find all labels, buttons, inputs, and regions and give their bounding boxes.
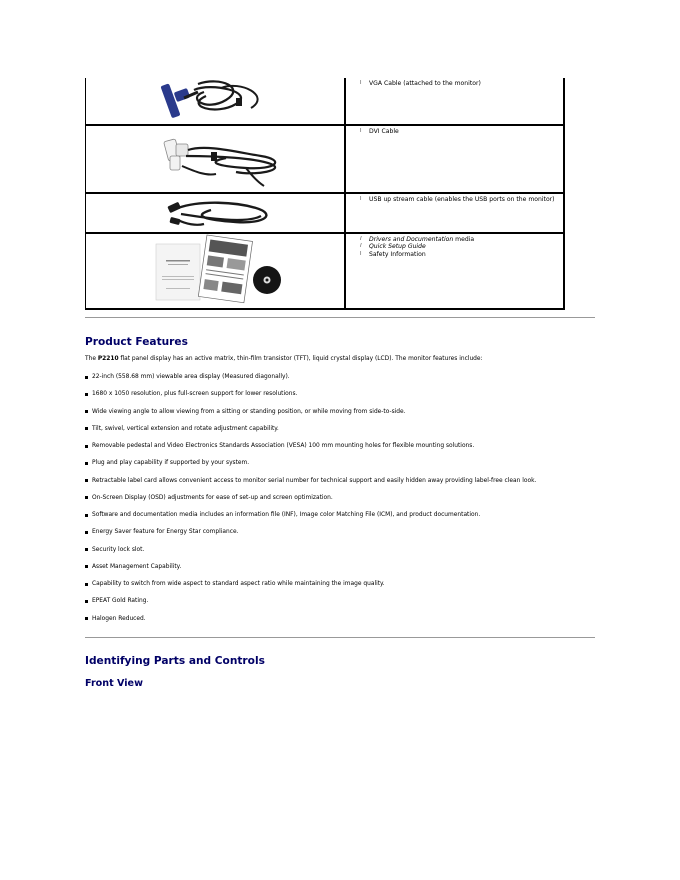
list-item: Retractable label card allows convenient access to monitor serial number for technical support and easily hidden away providing label-free clean look. bbox=[85, 477, 536, 494]
model-name: P2210 bbox=[97, 356, 119, 362]
list-item: Removable pedestal and Video Electronics Standards Association (VESA) 100 mm mounting holes for flexible mounting solutions. bbox=[85, 442, 536, 459]
list-item: l Safety Information bbox=[360, 251, 563, 258]
list-item: Tilt, swivel, vertical extension and rotate adjustment capability. bbox=[85, 425, 536, 442]
identifying-parts-heading: Identifying Parts and Controls bbox=[85, 655, 265, 667]
list-item: Wide viewing angle to allow viewing from a sitting or standing position, or while moving from side-to-side. bbox=[85, 408, 536, 425]
product-features-heading: Product Features bbox=[85, 336, 188, 348]
usb-cable-description bbox=[345, 193, 564, 233]
drivers-doc-label: Drivers and Documentation bbox=[369, 236, 454, 243]
list-item: 22-inch (558.68 mm) viewable area display (Measured diagonally). bbox=[85, 373, 536, 390]
list-item: l VGA Cable (attached to the monitor) bbox=[360, 80, 563, 87]
table-row bbox=[86, 125, 565, 193]
list-item: Asset Management Capability. bbox=[85, 563, 536, 580]
section-divider bbox=[85, 637, 595, 638]
dvi-cable-description bbox=[345, 125, 564, 193]
list-item: Software and documentation media includes an information file (INF), Image color Matching File (ICM), and product documentation. bbox=[85, 511, 536, 528]
product-features-intro bbox=[85, 356, 483, 362]
features-list bbox=[85, 373, 536, 632]
usb-cable-cell bbox=[86, 193, 346, 233]
documents-description bbox=[345, 233, 564, 309]
dvi-cable-image bbox=[86, 126, 344, 192]
list-item: Capability to switch from wide aspect to standard aspect ratio while maintaining the image quality. bbox=[85, 580, 536, 597]
list-item: Energy Saver feature for Energy Star compliance. bbox=[85, 528, 536, 545]
vga-cable-description bbox=[345, 78, 564, 125]
media-suffix: media bbox=[453, 236, 475, 243]
list-item: l Quick Setup Guide bbox=[360, 243, 563, 250]
table-row bbox=[86, 78, 565, 125]
table-row bbox=[86, 193, 565, 233]
front-view-heading: Front View bbox=[85, 678, 143, 689]
intro-suffix: flat panel display has an active matrix, thin-film transistor (TFT), liquid crystal display (LCD). The monitor features include: bbox=[118, 356, 483, 362]
list-item: EPEAT Gold Rating. bbox=[85, 597, 536, 614]
list-item: Plug and play capability if supported by your system. bbox=[85, 459, 536, 476]
package-contents-table bbox=[85, 78, 565, 310]
list-item: On-Screen Display (OSD) adjustments for ease of set-up and screen optimization. bbox=[85, 494, 536, 511]
vga-cable-cell bbox=[86, 78, 346, 125]
dvi-cable-cell bbox=[86, 125, 346, 193]
list-item: l USB up stream cable (enables the USB ports on the monitor) bbox=[360, 196, 563, 203]
documents-and-cd-image bbox=[86, 234, 344, 308]
list-item: l DVI Cable bbox=[360, 128, 563, 135]
section-divider bbox=[85, 317, 595, 318]
documents-cell bbox=[86, 233, 346, 309]
list-item: Halogen Reduced. bbox=[85, 615, 536, 632]
list-item: 1680 x 1050 resolution, plus full-screen support for lower resolutions. bbox=[85, 390, 536, 407]
vga-cable-image bbox=[86, 78, 344, 124]
usb-cable-image bbox=[86, 194, 344, 232]
intro-prefix: The bbox=[85, 356, 98, 362]
table-row bbox=[86, 233, 565, 309]
list-item: Security lock slot. bbox=[85, 546, 536, 563]
